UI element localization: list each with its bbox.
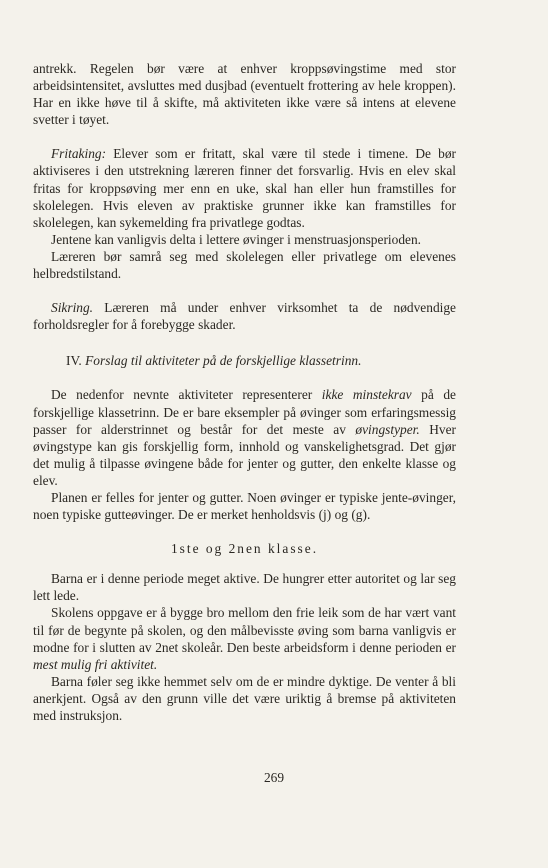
- paragraph-laereren: Læreren bør samrå seg med skolelegen eller privatlege om elevenes helbredstilstand.: [33, 248, 456, 282]
- page-number: 269: [263, 770, 285, 785]
- section-heading: [33, 352, 456, 369]
- fritaking-label: Fritaking:: [51, 146, 107, 162]
- paragraph-sikring: [33, 299, 456, 333]
- section-number: IV.: [66, 353, 82, 369]
- skolens-text: Skolens oppgave er å bygge bro mellom den frie leik som de har vært vant til før de begynte på skolen, og den målbevisste øving som barna vanligvis er modne for i slutten av 2net skoleår. Den beste arbeidsform i denne perioden er: [33, 605, 456, 655]
- paragraph-skolens: [33, 604, 456, 672]
- skolens-emphasis: mest mulig fri aktivitet.: [33, 656, 158, 672]
- nedenfor-emphasis-2: øvingstyper.: [355, 421, 420, 437]
- paragraph-nedenfor: [33, 386, 456, 489]
- nedenfor-text-1: De nedenfor nevnte aktiviteter representerer: [51, 387, 322, 403]
- paragraph-jenter: Jentene kan vanligvis delta i lettere øvinger i menstruasjonsperioden.: [51, 231, 421, 247]
- section-title: Forslag til aktiviteter på de forskjellige klassetrinn.: [85, 353, 362, 369]
- paragraph-antrekk: antrekk. Regelen bør være at enhver kroppsøvingstime med stor arbeidsintensitet, avsluttes med dusjbad (eventuelt frottering av hele kroppen). Har en ikke høve til å skifte, må aktiviteten ikke være så intens at elevene svetter i tøyet.: [33, 61, 456, 128]
- paragraph-barna: Barna er i denne periode meget aktive. De hungrer etter autoritet og lar seg lett lede.: [33, 571, 456, 604]
- paragraph-fritaking: [33, 145, 456, 230]
- paragraph-barna-2: Barna føler seg ikke hemmet selv om de er mindre dyktige. De venter å bli anerkjent. Også av den grunn ville det være uriktig å bremse på aktiviteten med instruksjon.: [33, 673, 456, 723]
- nedenfor-text-3: Hver øvingstype kan gis forskjellig form, innhold og vanskelighetsgrad. Det gjør det mulig å tilpasse øvingene både for jenter og gutter, den enkelte klasse og elev.: [33, 421, 457, 488]
- nedenfor-text-2: på de forskjellige klassetrinn. De er bare eksempler på øvinger som erfaringsmessig passer for alderstrinnet og består for det meste av: [33, 387, 457, 437]
- page-body: [33, 60, 456, 724]
- paragraph-planen: Planen er felles for jenter og gutter. Noen øvinger er typiske jente-øvinger, noen typiske gutteøvinger. De er merket henholdsvis (j) og (g).: [33, 489, 456, 523]
- sikring-text: Læreren må under enhver virksomhet ta de nødvendige forholdsregler for å forebygge skader.: [33, 300, 456, 333]
- class-subheading: 1ste og 2nen klasse.: [170, 541, 319, 557]
- nedenfor-emphasis-1: ikke minstekrav: [321, 387, 412, 403]
- sikring-label: Sikring.: [51, 300, 94, 316]
- fritaking-text: Elever som er fritatt, skal være til stede i timene. De bør aktiviseres i den utstrekning læreren finner det forsvarlig. Hvis en elev skal fritas for kroppsøving mer enn en uke, skal han eller hun framstilles for skolelegen. Hvis eleven av praktiske grunner ikke kan framstilles for skolelegen, kan sykemelding fra privatlege godtas.: [33, 146, 456, 230]
